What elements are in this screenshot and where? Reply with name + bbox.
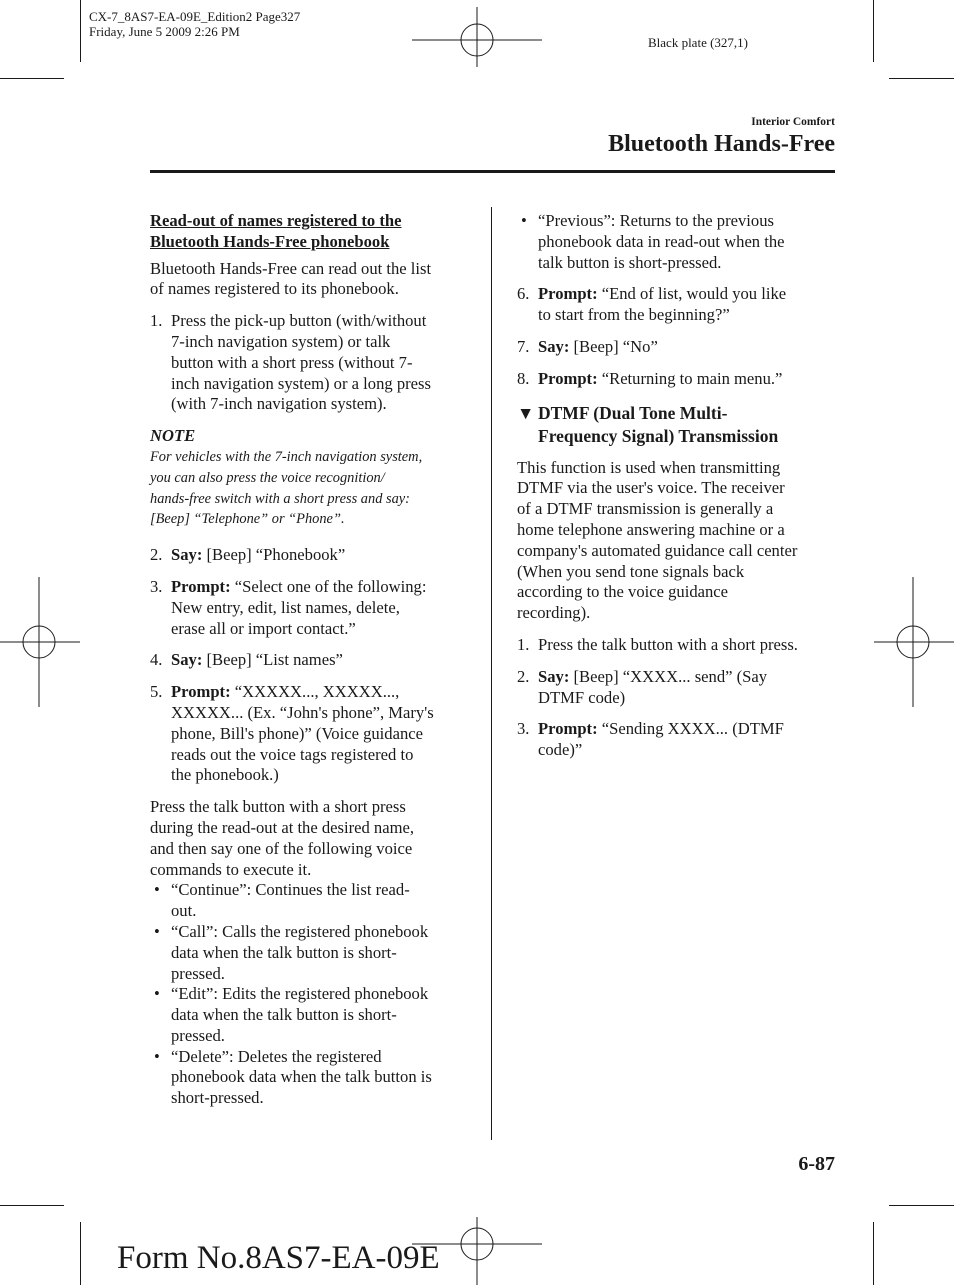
job-line: CX-7_8AS7-EA-09E_Edition2 Page327	[89, 9, 301, 24]
crop-mark	[889, 1205, 954, 1206]
note-text: For vehicles with the 7-inch navigation system, you can also press the voice recognition/ hands-free switch with a short press and say: [Beep] “Telephone” or “Phone”.	[150, 448, 423, 528]
step-7: 7. Say: [Beep] “No”	[517, 336, 658, 356]
crop-mark	[0, 1205, 64, 1206]
heading-line: Bluetooth Hands-Free phonebook	[150, 231, 390, 251]
page-title: Bluetooth Hands-Free	[608, 131, 835, 157]
bullet-icon: •	[154, 1046, 160, 1066]
triangle-down-icon: ▼	[517, 402, 535, 423]
crop-mark	[80, 0, 81, 62]
registration-mark-icon	[874, 577, 954, 707]
plate-label: Black plate (327,1)	[648, 35, 748, 50]
title-rule	[150, 170, 835, 173]
bullet-icon: •	[154, 984, 160, 1004]
note-title: NOTE	[150, 426, 196, 446]
subsection-heading	[150, 211, 475, 253]
crop-mark	[873, 1222, 874, 1285]
right-column	[517, 211, 847, 761]
bullet-call: • “Call”: Calls the registered phonebook data when the talk button is short- pressed.	[154, 921, 429, 983]
step-1: 1. Press the pick-up button (with/without 7-inch navigation system) or talk button with a short press (without 7- inch navigation system) or a long press (with 7-inch navigation system).	[150, 311, 431, 414]
crop-mark	[0, 78, 64, 79]
dtmf-step-1: 1. Press the talk button with a short press.	[517, 634, 798, 654]
section-label: Interior Comfort	[751, 116, 835, 128]
step-6: 6. Prompt: “End of list, would you like to start from the beginning?”	[517, 284, 787, 325]
form-number: Form No.8AS7-EA-09E	[117, 1240, 440, 1276]
bullet-icon: •	[154, 921, 160, 941]
bullet-previous: • “Previous”: Returns to the previous phonebook data in read-out when the talk button is short-pressed.	[521, 211, 785, 272]
dtmf-paragraph: This function is used when transmitting DTMF via the user's voice. The receiver of a DTMF transmission is generally a home telephone answering machine or a company's automated guidance call center (When you send tone signals back according to the voice guidance recording).	[517, 457, 798, 623]
dtmf-step-3: 3. Prompt: “Sending XXXX... (DTMF code)”	[517, 719, 784, 760]
bullet-icon: •	[521, 211, 527, 230]
date-line: Friday, June 5 2009 2:26 PM	[89, 24, 240, 39]
page-number: 6-87	[798, 1153, 835, 1175]
step-2: 2. Say: [Beep] “Phonebook”	[150, 545, 346, 565]
bullet-icon: •	[154, 880, 160, 900]
intro-paragraph: Bluetooth Hands-Free can read out the list of names registered to its phonebook.	[150, 258, 432, 299]
step-8: 8. Prompt: “Returning to main menu.”	[517, 368, 783, 388]
bullet-continue: • “Continue”: Continues the list read- out.	[154, 880, 410, 921]
step-4: 4. Say: [Beep] “List names”	[150, 650, 343, 670]
dtmf-heading: ▼ DTMF (Dual Tone Multi- Frequency Signal) Transmission	[517, 402, 779, 446]
print-job-info	[89, 9, 300, 39]
step-5: 5. Prompt: “XXXXX..., XXXXX..., XXXXX... (Ex. “John's phone”, Mary's phone, Bill's phone)” (Voice guidance reads out the voice tags registered to the phonebook.)	[150, 682, 434, 785]
left-column	[150, 211, 475, 1109]
commands-paragraph: Press the talk button with a short press during the read-out at the desired name, and then say one of the following voice commands to execute it.	[150, 797, 415, 879]
crop-mark	[889, 78, 954, 79]
registration-mark-icon	[0, 577, 80, 707]
column-divider	[491, 207, 492, 1140]
crop-mark	[80, 1222, 81, 1285]
dtmf-step-2: 2. Say: [Beep] “XXXX... send” (Say DTMF code)	[517, 666, 768, 707]
step-3: 3. Prompt: “Select one of the following: New entry, edit, list names, delete, erase all or import contact.”	[150, 576, 427, 638]
bullet-delete: • “Delete”: Deletes the registered phonebook data when the talk button is short-pressed.	[154, 1046, 432, 1108]
bullet-edit: • “Edit”: Edits the registered phonebook data when the talk button is short- pressed.	[154, 984, 429, 1045]
registration-mark-icon	[412, 7, 542, 67]
crop-mark	[873, 0, 874, 62]
heading-line: Read-out of names registered to the	[150, 211, 402, 230]
